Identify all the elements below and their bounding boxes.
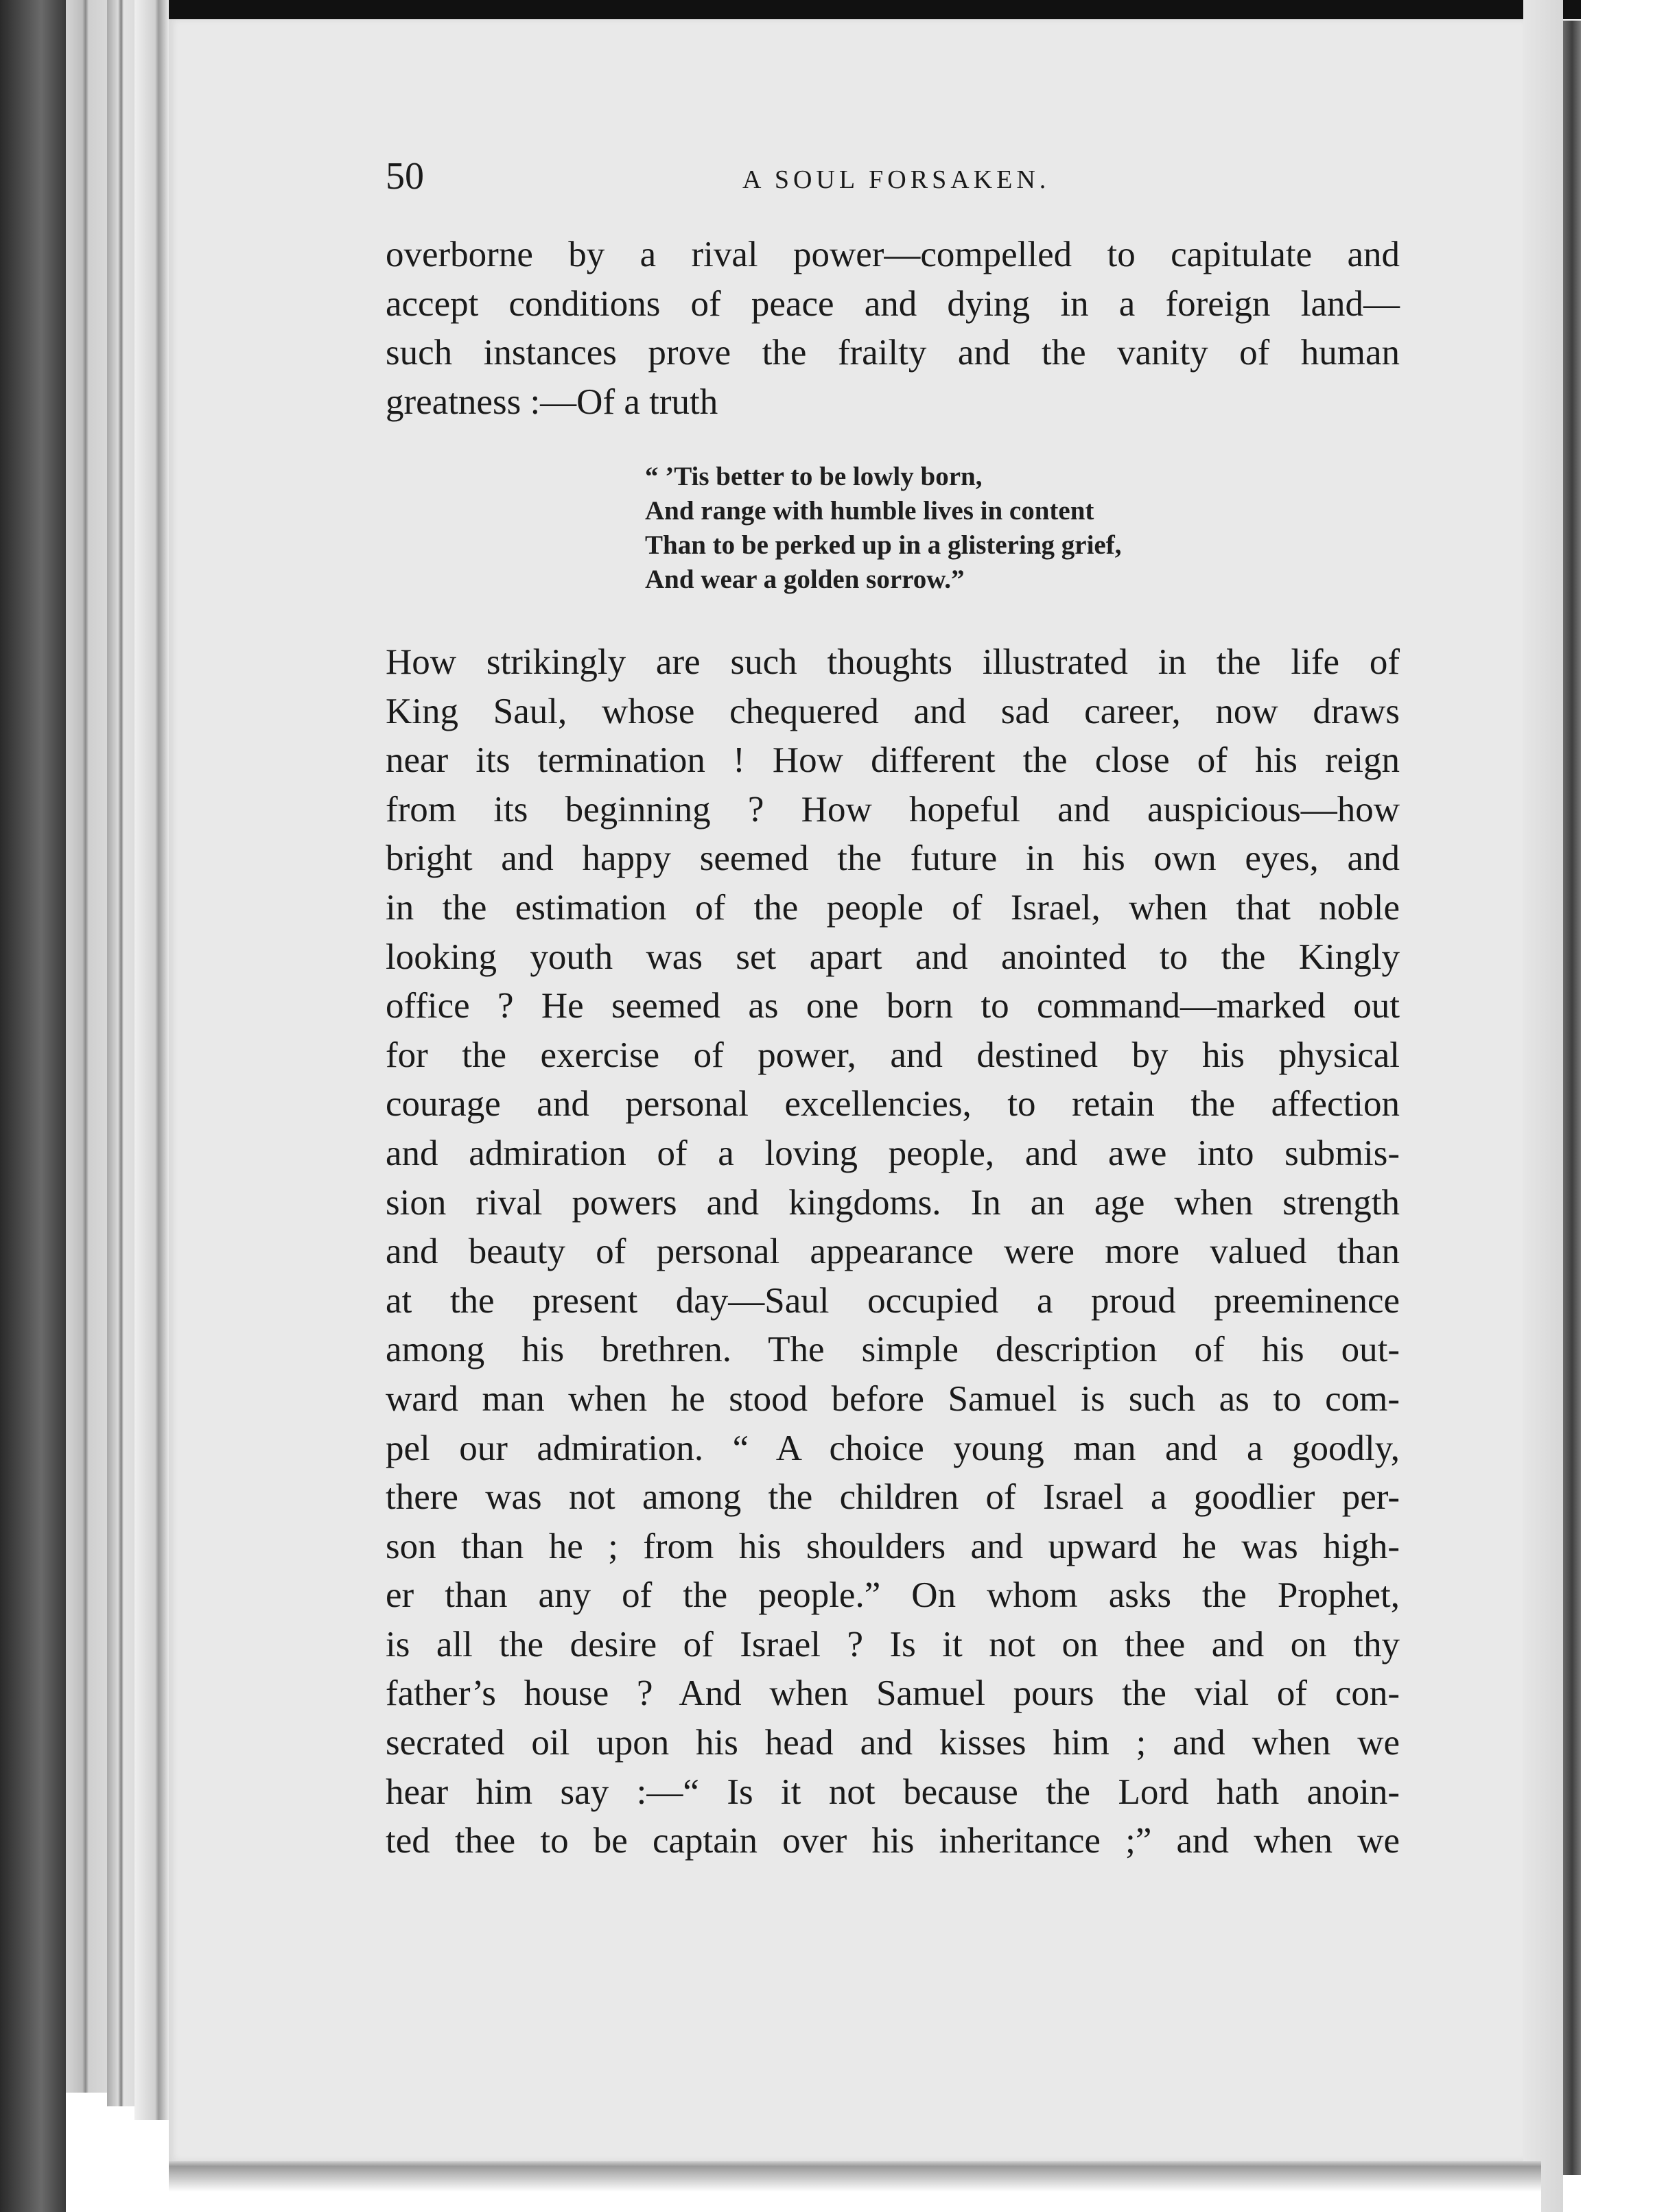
text-line: father’s house ? And when Samuel pours the vial of con- — [386, 1673, 1400, 1714]
text-line: is all the desire of Israel ? Is it not on thee and on thy — [386, 1624, 1400, 1664]
page-bottom-edge — [169, 2161, 1541, 2212]
text-line: near its termination ! How different the close of his reign — [386, 740, 1400, 781]
page-header — [386, 152, 1401, 200]
quote-line: And range with humble lives in content — [645, 496, 1094, 526]
text-line: among his brethren. The simple description of his out- — [386, 1330, 1400, 1370]
text-line: greatness :—Of a truth — [386, 381, 718, 422]
text-line: such instances prove the frailty and the vanity of human — [386, 333, 1400, 373]
verse-quotation — [645, 460, 1263, 597]
text-line: How strikingly are such thoughts illustrated in the life of — [386, 642, 1400, 682]
text-line: at the present day—Saul occupied a proud preeminence — [386, 1280, 1400, 1321]
scan-right-border — [1581, 0, 1655, 2212]
right-page-edge — [1563, 21, 1581, 2175]
text-line: overborne by a rival power—compelled to capitulate and — [386, 235, 1400, 274]
text-line: hear him say :—“ Is it not because the Lord hath anoin- — [386, 1772, 1400, 1812]
text-line: from its beginning ? How hopeful and auspicious—how — [386, 789, 1400, 830]
text-line: pel our admiration. “ A choice young man and a goodly, — [386, 1428, 1400, 1468]
quote-line: Than to be perked up in a glistering grief, — [645, 530, 1122, 560]
text-line: secrated oil upon his head and kisses him ; and when we — [386, 1723, 1400, 1763]
text-line: office ? He seemed as one born to command—marked out — [386, 986, 1400, 1026]
text-line: ted thee to be captain over his inheritance ;” and when we — [386, 1821, 1400, 1861]
text-line: son than he ; from his shoulders and upward he was high- — [386, 1526, 1400, 1566]
text-line: ward man when he stood before Samuel is such as to com- — [386, 1378, 1400, 1419]
book-spine — [0, 0, 66, 2212]
page-edge-1 — [66, 0, 107, 2093]
page-edge-2 — [107, 0, 134, 2106]
text-line: sion rival powers and kingdoms. In an age when strength — [386, 1182, 1400, 1223]
text-line: courage and personal excellencies, to retain the affection — [386, 1084, 1400, 1125]
quote-line: And wear a golden sorrow.” — [645, 565, 965, 594]
paragraph-1 — [386, 231, 1400, 427]
text-line: looking youth was set apart and anointed to the Kingly — [386, 937, 1400, 977]
text-line: accept conditions of peace and dying in a foreign land— — [386, 283, 1400, 324]
scan-top-border — [0, 0, 1655, 19]
running-title: A SOUL FORSAKEN. — [742, 165, 1050, 194]
text-line: for the exercise of power, and destined by his physical — [386, 1035, 1400, 1075]
text-line: there was not among the children of Israel a goodlier per- — [386, 1477, 1400, 1518]
text-line: and beauty of personal appearance were more valued than — [386, 1232, 1400, 1272]
quote-line: “ ’Tis better to be lowly born, — [645, 462, 983, 491]
text-line: in the estimation of the people of Israel, when that noble — [386, 887, 1400, 928]
page-number: 50 — [386, 155, 424, 198]
text-line: and admiration of a loving people, and awe into submis- — [386, 1133, 1400, 1173]
page-right-margin — [1523, 0, 1563, 2212]
page-edge-3 — [134, 0, 169, 2120]
text-line: bright and happy seemed the future in his own eyes, and — [386, 838, 1400, 879]
paragraph-2 — [386, 638, 1400, 1866]
text-line: er than any of the people.” On whom asks the Prophet, — [386, 1575, 1400, 1616]
text-line: King Saul, whose chequered and sad career, now draws — [386, 691, 1400, 731]
